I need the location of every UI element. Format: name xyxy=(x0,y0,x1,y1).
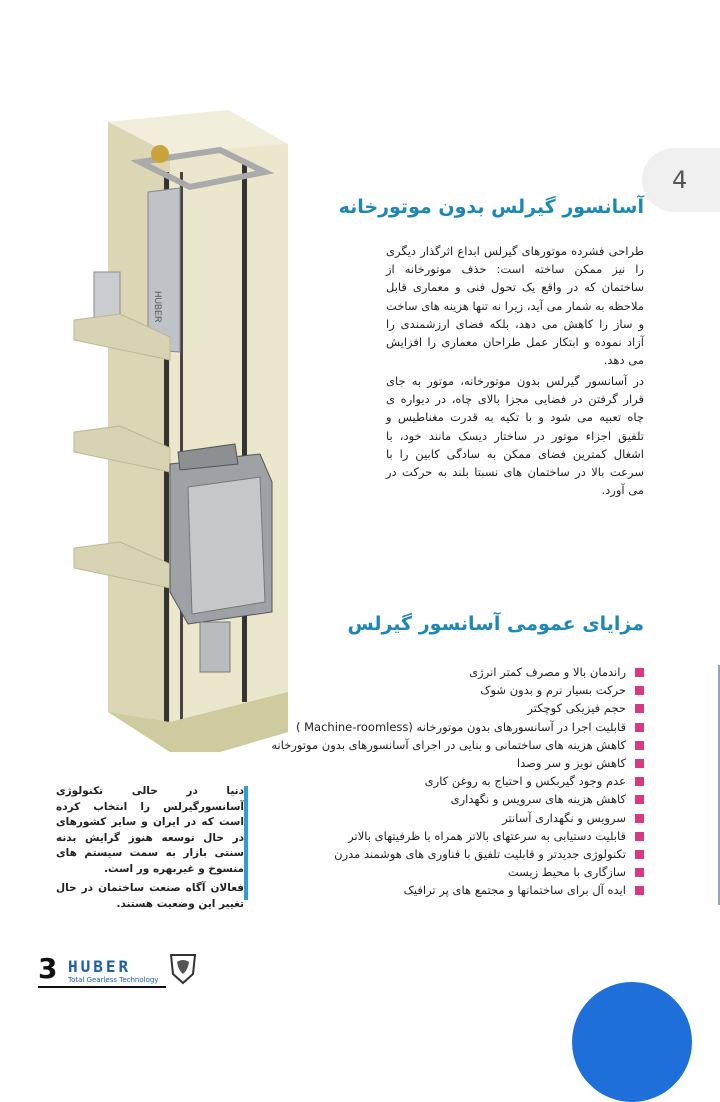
bullet-square-icon xyxy=(635,850,644,859)
bullet-square-icon xyxy=(635,795,644,804)
list-item: کاهش هزینه های سرویس و نگهداری xyxy=(271,790,644,808)
list-item: تکنولوژی جدیدتر و قابلیت تلفیق با فناوری های هوشمند مدرن xyxy=(271,845,644,863)
list-item: حرکت بسیار نرم و بدون شوک xyxy=(271,681,644,699)
list-item: کاهش نویز و سر وصدا xyxy=(271,754,644,772)
list-item: قابلیت اجرا در آسانسورهای بدون موتورخانه (Machine-roomless ) xyxy=(271,718,644,736)
page-number: 3 xyxy=(38,952,58,985)
intro-paragraph: طراحی فشرده موتورهای گیرلس ابداع اثرگذار دیگری را نیز ممکن ساخته است: حذف موتورخانه از ساختمان که در واقع یک تحول فنی و معماری قابل ملاحظه به شمار می آید، زیرا نه تنها هزینه های ساخت و ساز را کاهش می دهد، بلکه فضای ارزشمندی را آزاد نموده و ابتکار عمل طراحان معماری را افزایش می دهد. xyxy=(386,244,644,368)
bullet-square-icon xyxy=(635,668,644,677)
callout-box xyxy=(56,784,244,912)
bullet-square-icon xyxy=(635,741,644,750)
bullet-square-icon xyxy=(635,686,644,695)
callout-text-2: فعالان آگاه صنعت ساختمان در حال تغییر این وضعیت هستند. xyxy=(56,882,244,910)
list-item: سرویس و نگهداری آسانتر xyxy=(271,809,644,827)
bullet-square-icon xyxy=(635,777,644,786)
callout-text: دنیا در حالی تکنولوژی آسانسورگیرلس را انتخاب کرده است که در ایران و سایر کشورهای در حال توسعه هنوز گرایش بدنه سنتی بازار به سمت سیستم های منسوخ و غیربهره ور است. xyxy=(56,785,244,875)
svg-text:HUBER: HUBER xyxy=(153,291,163,323)
footer-underline xyxy=(38,986,166,988)
lion-shield-icon xyxy=(168,952,198,986)
bullet-square-icon xyxy=(635,723,644,732)
brand-logo-text: HUBER xyxy=(68,957,132,976)
list-item: کاهش هزینه های ساختمانی و بنایی در اجرای آسانسورهای بدون موتورخانه xyxy=(271,736,644,754)
section-title-advantages: مزایای عمومی آسانسور گیرلس xyxy=(347,613,644,635)
list-item: حجم فیزیکی کوچکتر xyxy=(271,699,644,717)
bullet-square-icon xyxy=(635,814,644,823)
bullet-square-icon xyxy=(635,704,644,713)
list-item: سازگاری با محیط زیست xyxy=(271,863,644,881)
list-item: راندمان بالا و مصرف کمتر انرژی xyxy=(271,663,644,681)
list-item: ایده آل برای ساختمانها و مجتمع های پر ترافیک xyxy=(271,881,644,899)
list-item: قابلیت دستیابی به سرعتهای بالاتر همراه با ظرفیتهای بالاتر xyxy=(271,827,644,845)
brand-tagline: Total Gearless Technology xyxy=(68,976,159,984)
section-title-machine-roomless: آسانسور گیرلس بدون موتورخانه xyxy=(338,196,644,218)
bullet-square-icon xyxy=(635,832,644,841)
elevator-shaft-illustration xyxy=(60,92,300,752)
page-number-tab xyxy=(642,148,720,212)
page-tab-number: 4 xyxy=(672,166,688,194)
list-item: عدم وجود گیربکس و احتیاج به روغن کاری xyxy=(271,772,644,790)
callout-accent-bar xyxy=(244,786,248,900)
advantages-list xyxy=(271,663,644,899)
bullet-square-icon xyxy=(635,886,644,895)
motor-description-paragraph: در آسانسور گیرلس بدون موتورخانه، موتور به جای قرار گرفتن در فضایی مجزا بالای چاه، در دیواره ی چاه تعبیه می شود و با تکیه به قدرت مغناطیس و تلفیق اجزاء موتور در ساختار دیسک مانند خود، با اشغال کمترین فضای ممکن به سادگی کابین را با سرعت بالا در ساختمان های نسبتا بلند به حرکت در می آورد. xyxy=(386,374,644,498)
decorative-circle xyxy=(572,982,692,1102)
bullet-square-icon xyxy=(635,868,644,877)
bullet-square-icon xyxy=(635,759,644,768)
